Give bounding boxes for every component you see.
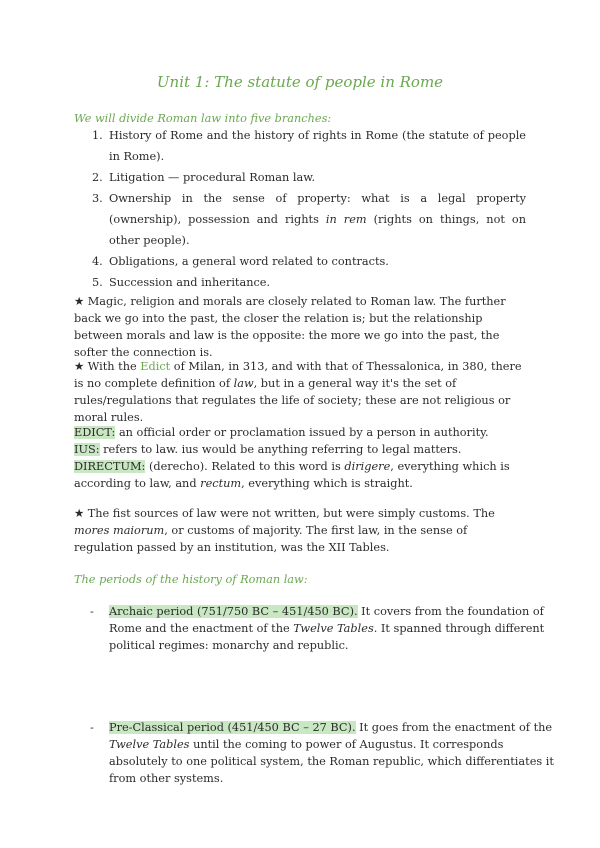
list-item [74,167,526,188]
list-text: Succession and inheritance. [109,276,271,289]
text-run: It goes from the enactment of the [355,721,553,734]
definition-edict [74,424,526,441]
list-emphasis: in rem [325,213,367,226]
list-number: 4. [92,255,103,268]
paragraph-edict [74,358,526,426]
list-number: 3. [92,192,103,205]
list-item [74,272,526,293]
definitions [74,424,526,492]
text-run: until the coming to power of Augustus. It corresponds absolutely to one political system, the Roman republic, which differentiates it from other systems. [109,738,554,785]
term-ius: IUS: [74,443,100,456]
list-text: (rights on things, not on other people). [109,213,526,247]
emphasis-mores: mores maiorum [74,524,165,537]
list-item [74,251,526,272]
text-run: of Milan, in 313, and with that of Thessalonica, in 380, there is no complete definition of [74,360,522,390]
emphasis-dirigere: dirigere [344,460,391,473]
definition-text: an official order or proclamation issued by a person in authority. [115,426,489,439]
period-label: Archaic period (751/750 BC – 451/450 BC). [109,605,358,618]
branches-heading: We will divide Roman law into five branches: [74,112,332,125]
paragraph-magic: ★ Magic, religion and morals are closely related to Roman law. The further back we go into the past, the closer the relation is; but the relationship between morals and law is the opposite: the more we go into the past, the softer the connection is. [74,295,506,359]
definition-directum [74,458,526,492]
definition-text: (derecho). Related to this word is [145,460,345,473]
list-item [74,125,526,167]
term-edict: EDICT: [74,426,116,439]
definition-text: refers to law. ius would be anything referring to legal matters. [99,443,462,456]
period-label: Pre-Classical period (451/450 BC – 27 BC). [109,721,356,734]
text-run: ★ With the [74,360,141,373]
period-item-preclassical [74,719,561,787]
dash-bullet: - [90,721,94,734]
text-run: It covers from the foundation of Rome and the enactment of the [109,605,544,635]
list-number: 2. [92,171,103,184]
emphasis-twelve-tables: Twelve Tables [293,622,374,635]
list-text: Ownership in the sense of property: what is a legal property (ownership), possession and rights [109,192,526,226]
paragraph-sources [74,505,526,556]
branches-list [74,125,526,293]
periods-heading: The periods of the history of Roman law: [74,573,308,586]
list-number: 5. [92,276,103,289]
document-page [74,0,554,785]
term-directum: DIRECTUM: [74,460,146,473]
definition-text: , everything which is according to law, and [74,460,510,490]
emphasis-rectum: rectum [200,477,242,490]
emphasis-twelve-tables: Twelve Tables [109,738,190,751]
list-item [74,188,526,251]
list-number: 1. [92,129,103,142]
period-item-archaic [74,603,561,654]
edict-link-text: Edict [140,360,171,373]
list-text: Litigation — procedural Roman law. [109,171,316,184]
text-run: . It spanned through different political regimes: monarchy and republic. [109,622,545,652]
definition-text: , everything which is straight. [241,477,413,490]
document-title: Unit 1: The statute of people in Rome [156,73,444,91]
dash-bullet: - [90,605,94,618]
list-text: Obligations, a general word related to contracts. [109,255,389,268]
text-run: , but in a general way it's the set of rules/regulations that regulates the life of society; these are not religious or moral rules. [74,377,511,424]
list-text: History of Rome and the history of rights in Rome (the statute of people in Rome). [109,129,526,163]
definition-ius [74,441,526,458]
text-run: ★ The fist sources of law were not written, but were simply customs. The [74,507,495,520]
emphasis-law: law [233,377,254,390]
text-run: , or customs of majority. The first law, in the sense of regulation passed by an institution, was the XII Tables. [74,524,468,554]
